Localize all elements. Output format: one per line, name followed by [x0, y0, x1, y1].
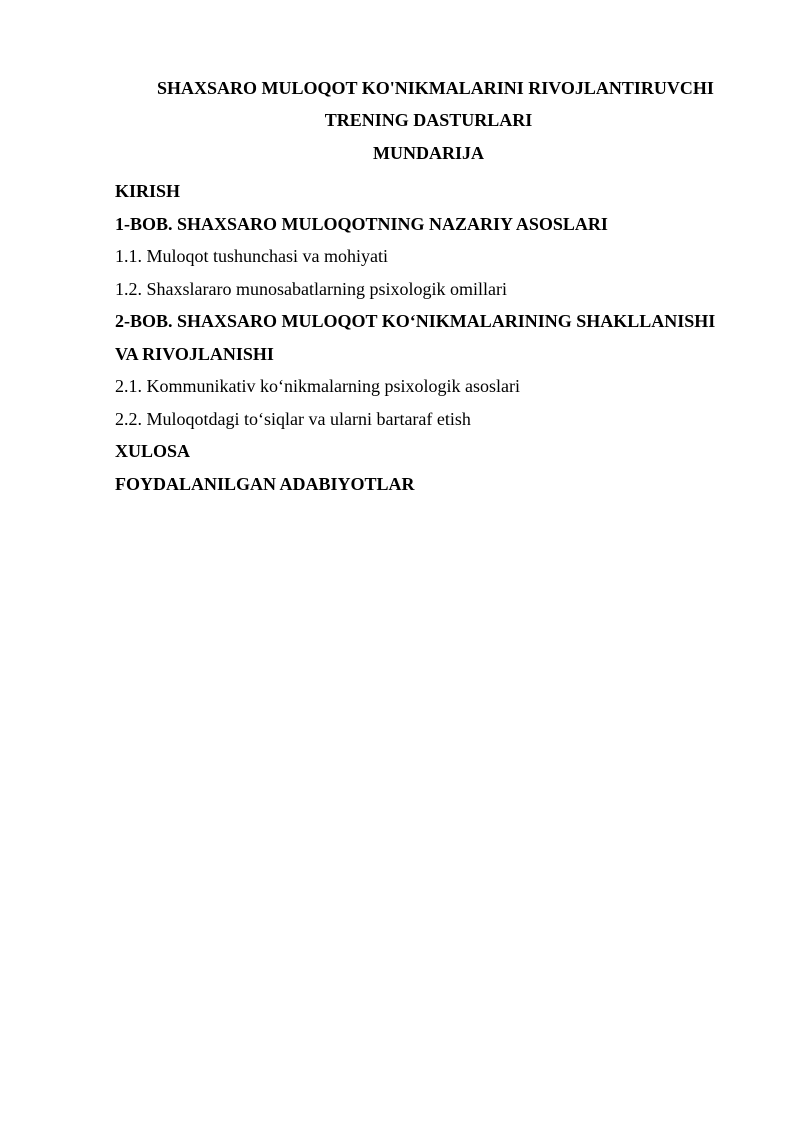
toc-entry-references: FOYDALANILGAN ADABIYOTLAR: [115, 473, 415, 494]
toc-entry-section-2-2: 2.2. Muloqotdagi toʻsiqlar va ularni bartaraf etish: [115, 408, 471, 429]
toc-entry-introduction: KIRISH: [115, 181, 181, 201]
toc-entry-chapter-2: 2-BOB. SHAXSARO MULOQOT KOʻNIKMALARINING SHAKLLANISHI: [115, 311, 716, 331]
toc-entry-conclusion: XULOSA: [115, 441, 191, 461]
toc-entry-chapter-1: 1-BOB. SHAXSARO MULOQOTNING NAZARIY ASOSLARI: [115, 213, 608, 234]
table-of-contents-heading: MUNDARIJA: [373, 143, 484, 163]
document-title-line-1: SHAXSARO MULOQOT KO'NIKMALARINI RIVOJLANTIRUVCHI: [157, 78, 714, 98]
toc-entry-section-1-1: 1.1. Muloqot tushunchasi va mohiyati: [115, 246, 388, 266]
toc-entry-chapter-2-continued: VA RIVOJLANISHI: [115, 343, 274, 364]
document-title-line-2: TRENING DASTURLARI: [324, 110, 533, 130]
toc-entry-section-1-2: 1.2. Shaxslararo munosabatlarning psixologik omillari: [115, 278, 507, 299]
toc-entry-section-2-1: 2.1. Kommunikativ koʻnikmalarning psixologik asoslari: [115, 376, 520, 396]
table-of-contents: [115, 175, 755, 500]
